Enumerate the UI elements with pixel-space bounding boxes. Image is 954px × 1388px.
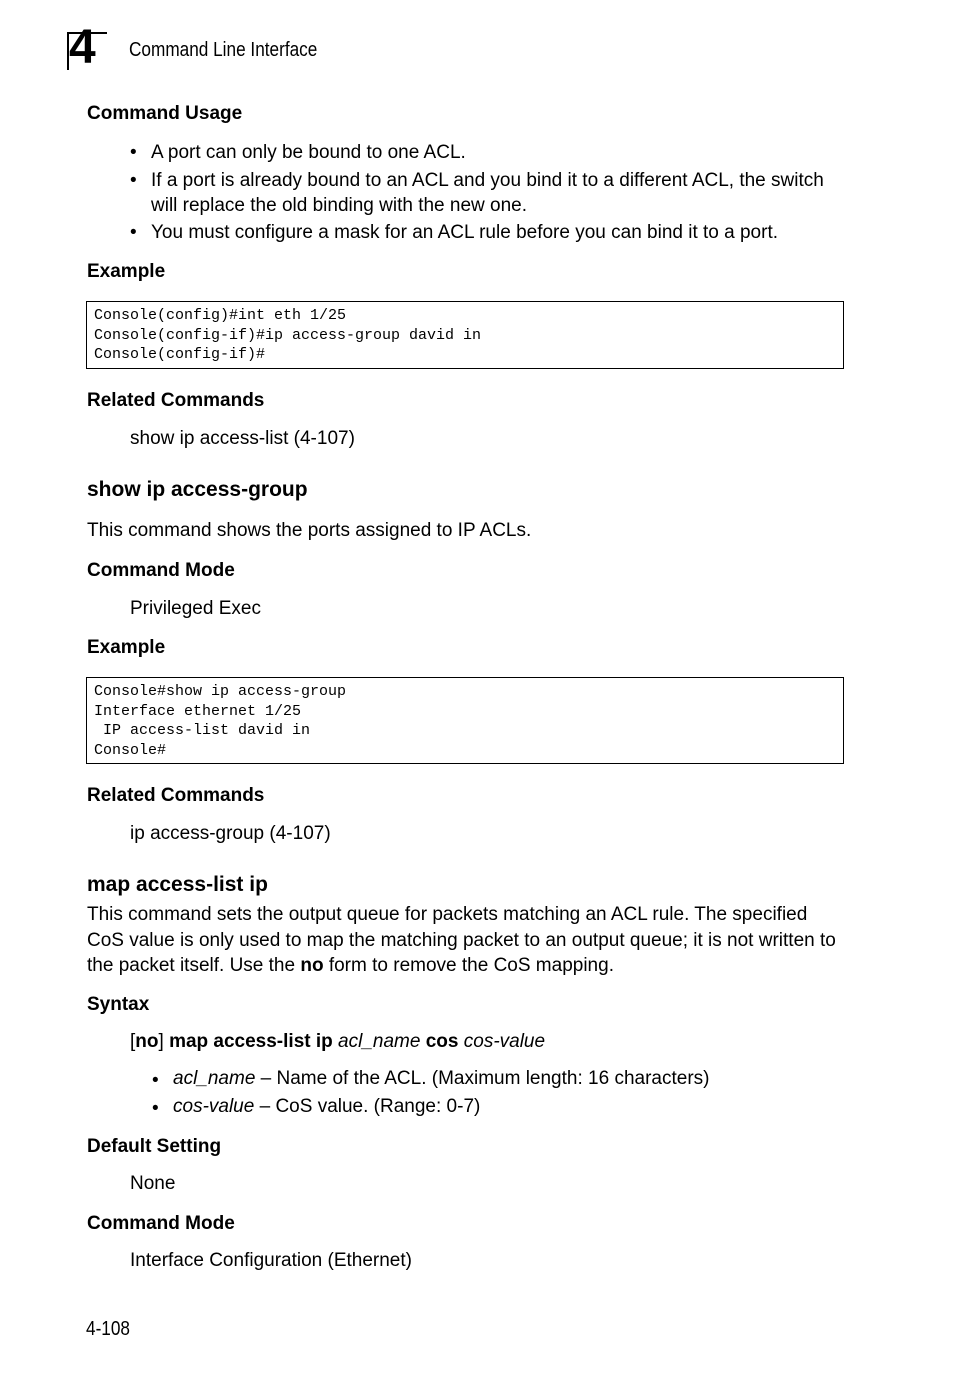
parameter-item <box>173 1096 480 1118</box>
no-keyword: no <box>300 955 324 976</box>
command-title: map access-list ip <box>87 873 268 896</box>
syntax-command: map access-list ip <box>169 1031 333 1052</box>
parameter-desc: – CoS value. (Range: 0-7) <box>254 1096 481 1117</box>
command-mode-text: Interface Configuration (Ethernet) <box>130 1250 412 1271</box>
running-header-title: Command Line Interface <box>129 39 318 61</box>
code-line: Console#show ip access-group <box>94 683 347 700</box>
code-line: Console(config-if)#ip access-group david in <box>94 326 482 344</box>
bullet-icon: • <box>152 1070 159 1091</box>
bullet-icon: • <box>130 170 137 191</box>
related-commands-heading: Related Commands <box>87 390 265 411</box>
related-commands-heading: Related Commands <box>87 785 265 806</box>
usage-item: A port can only be bound to one ACL. <box>151 142 466 163</box>
parameter-desc: – Name of the ACL. (Maximum length: 16 characters) <box>255 1068 710 1089</box>
usage-item: If a port is already bound to an ACL and you bind it to a different ACL, the switch will replace the old binding with the new one. <box>151 170 824 216</box>
syntax-bracket: ] <box>158 1031 164 1052</box>
bullet-icon: • <box>130 222 137 243</box>
command-mode-text: Privileged Exec <box>130 598 261 619</box>
command-description: This command shows the ports assigned to IP ACLs. <box>87 520 532 541</box>
chapter-number: 4 <box>69 21 94 74</box>
command-mode-heading: Command Mode <box>87 560 235 581</box>
syntax-argument: acl_name <box>338 1031 421 1052</box>
bullet-icon: • <box>152 1098 159 1119</box>
code-line: Console(config)#int eth 1/25 <box>94 307 347 324</box>
syntax-argument: cos-value <box>463 1031 546 1052</box>
parameter-name: cos-value <box>173 1096 255 1117</box>
default-setting-heading: Default Setting <box>87 1136 222 1157</box>
description-text: form to remove the CoS mapping. <box>323 955 614 976</box>
example-heading: Example <box>87 261 166 282</box>
syntax-line <box>130 1031 545 1053</box>
syntax-bracket: [ <box>130 1031 136 1052</box>
code-example-box <box>86 677 844 764</box>
syntax-keyword: cos <box>425 1031 459 1052</box>
bullet-icon: • <box>130 142 137 163</box>
command-description <box>87 902 847 979</box>
command-usage-heading: Command Usage <box>87 103 243 124</box>
syntax-no-keyword: no <box>135 1031 159 1052</box>
syntax-heading: Syntax <box>87 994 150 1015</box>
description-text: This command sets the output queue for packets matching an ACL rule. The specified CoS value is only used to map the matching packet to an output queue; it is not written to the packet itself. Use the <box>87 904 836 976</box>
command-mode-heading: Command Mode <box>87 1213 235 1234</box>
usage-item: You must configure a mask for an ACL rule before you can bind it to a port. <box>151 222 779 243</box>
related-command-link[interactable]: ip access-group (4-107) <box>130 823 331 844</box>
parameter-name: acl_name <box>173 1068 256 1089</box>
code-line: Interface ethernet 1/25 <box>94 702 302 720</box>
code-line: IP access-list david in <box>94 722 311 739</box>
code-example-box <box>86 301 844 369</box>
command-title: show ip access-group <box>87 478 308 501</box>
related-command-link[interactable]: show ip access-list (4-107) <box>130 428 355 449</box>
default-setting-text: None <box>130 1173 176 1194</box>
page-number: 4-108 <box>86 1318 130 1340</box>
parameter-item <box>173 1068 709 1090</box>
example-heading: Example <box>87 637 166 658</box>
code-line: Console# <box>94 741 167 759</box>
code-line: Console(config-if)# <box>94 346 266 363</box>
